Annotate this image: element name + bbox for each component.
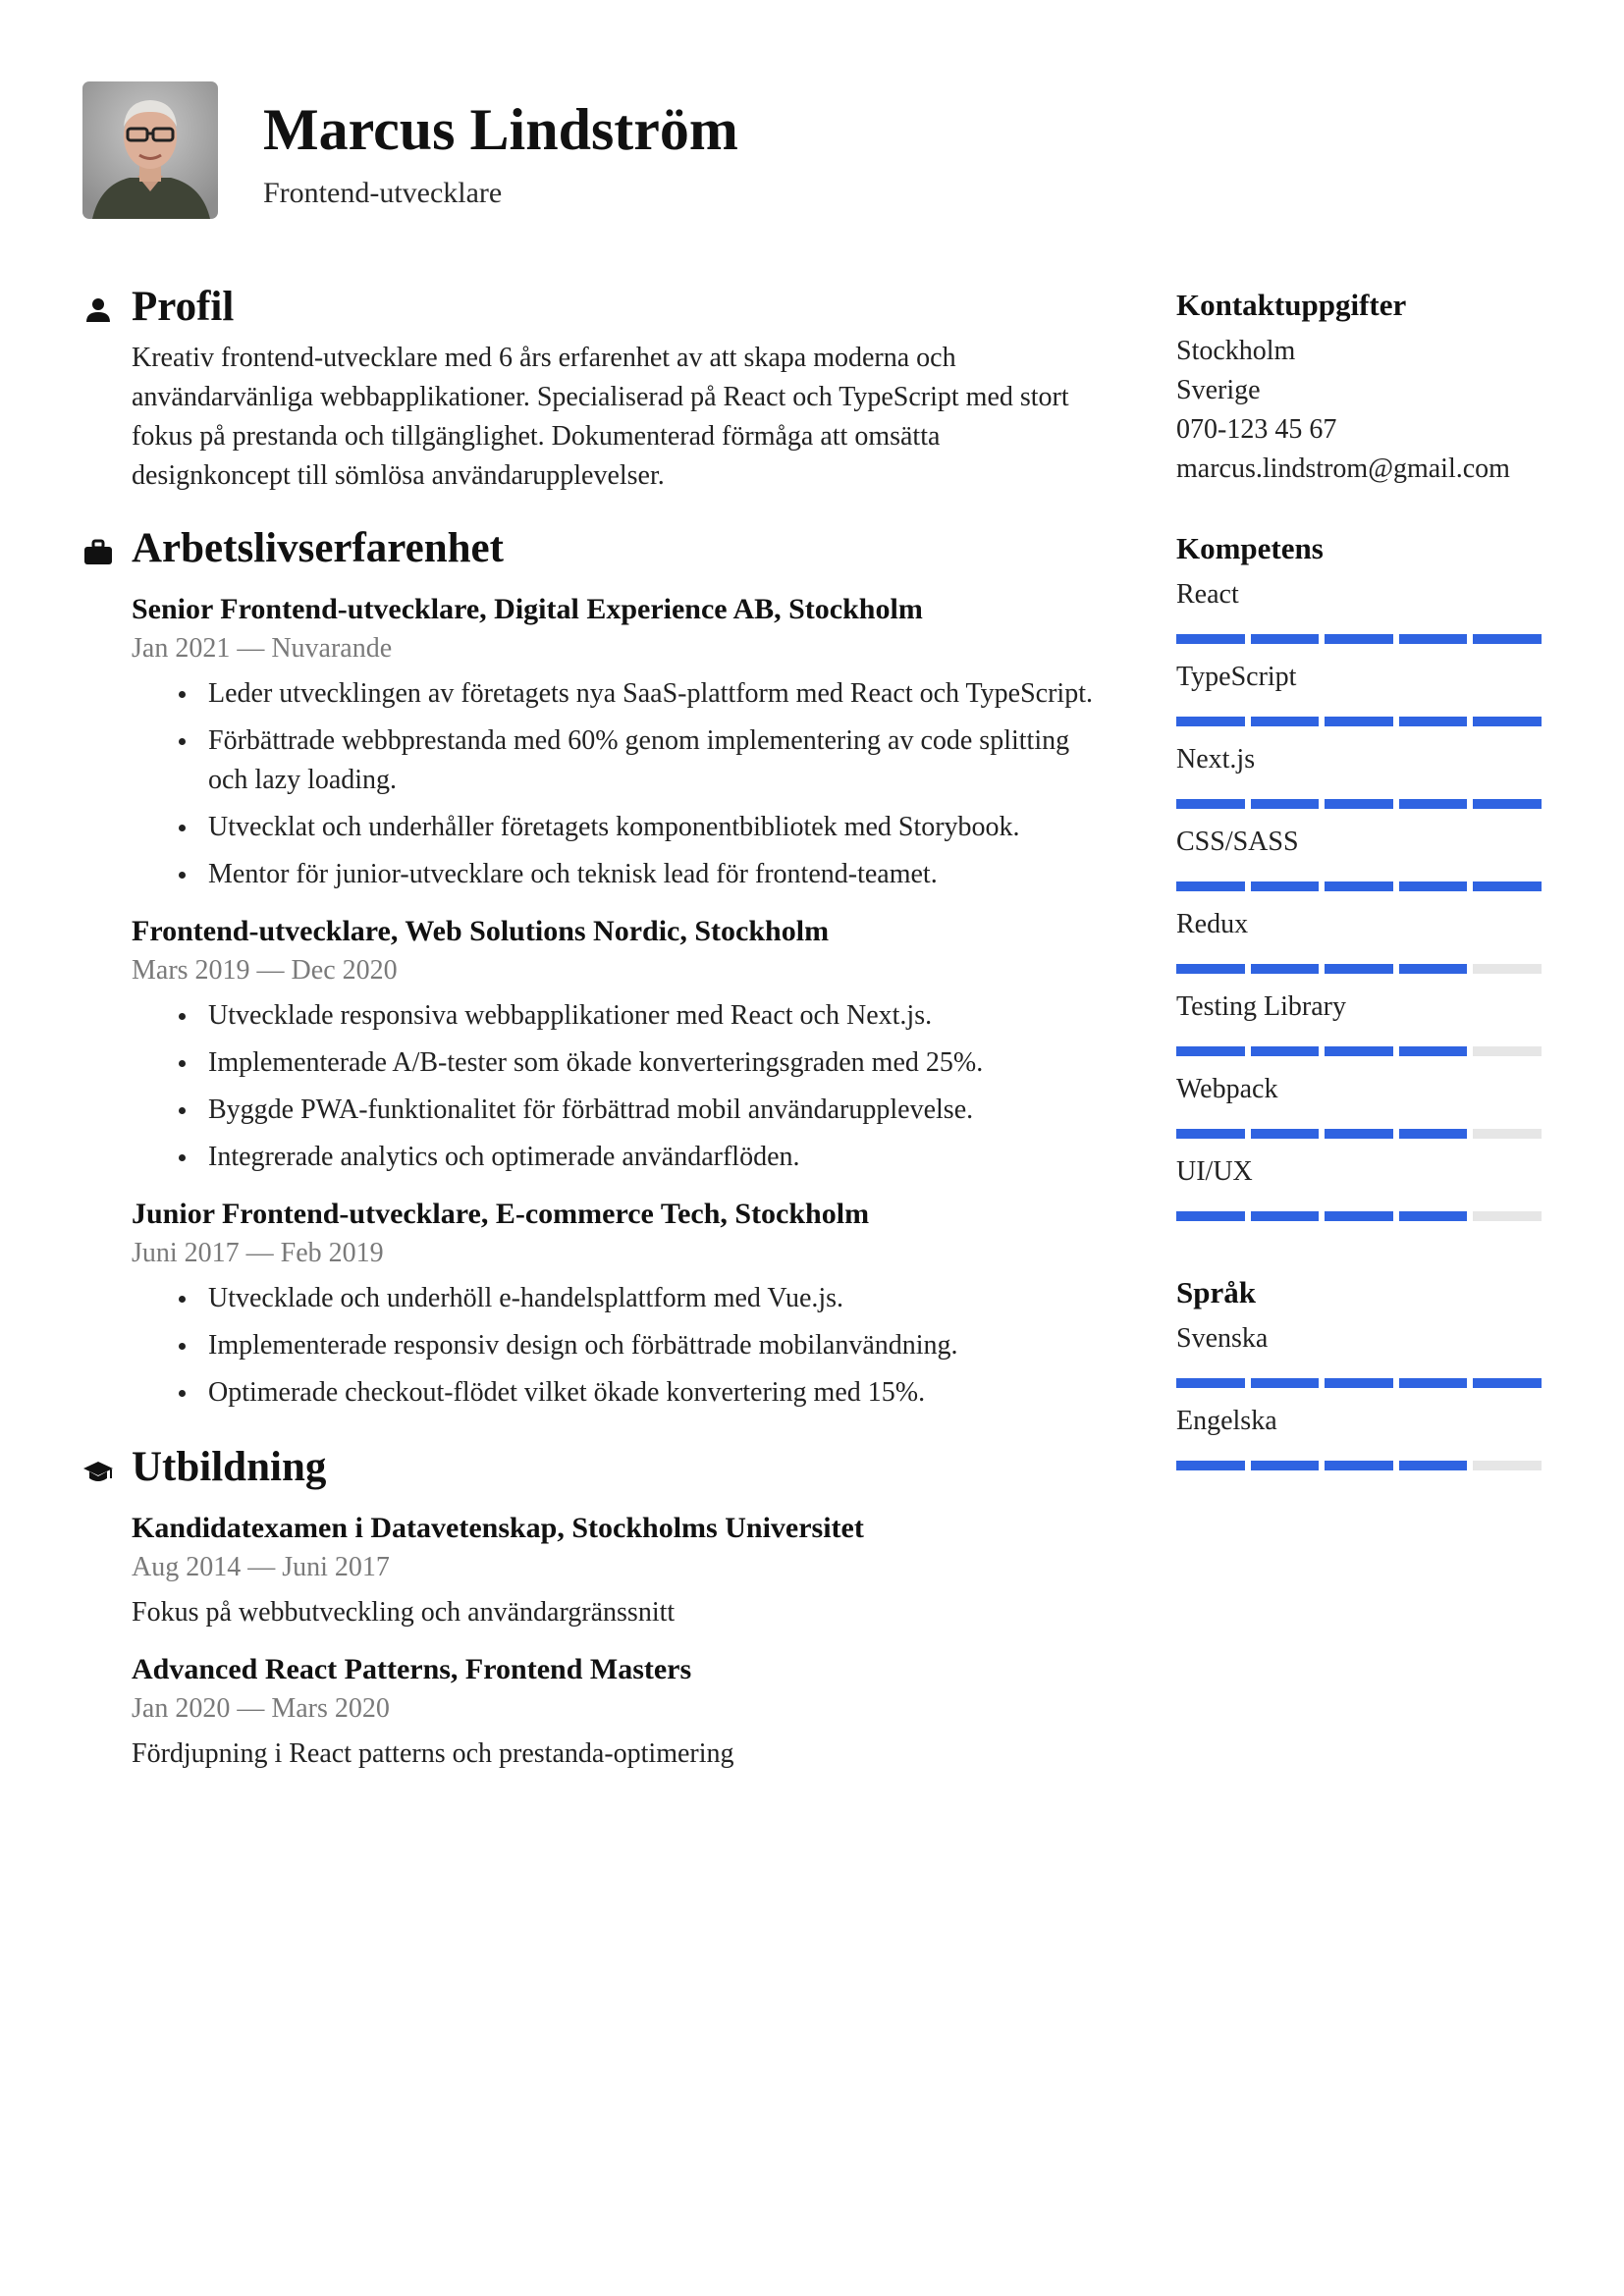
language-name: Svenska bbox=[1176, 1323, 1269, 1354]
skill-level-bar bbox=[1176, 1129, 1543, 1139]
level-segment-filled bbox=[1251, 1378, 1320, 1388]
skill-level-bar bbox=[1176, 634, 1543, 644]
graduation-cap-icon bbox=[82, 1456, 114, 1487]
contact-section bbox=[1176, 285, 1543, 489]
job-bullets bbox=[132, 674, 1123, 894]
level-segment-filled bbox=[1473, 634, 1542, 644]
skills-section bbox=[1176, 528, 1543, 1221]
skill-level-bar bbox=[1176, 1046, 1543, 1056]
level-segment-filled bbox=[1176, 1129, 1245, 1139]
level-segment-filled bbox=[1399, 881, 1468, 891]
education-dates: Aug 2014 — Juni 2017 bbox=[132, 1552, 390, 1582]
level-segment-filled bbox=[1251, 1046, 1320, 1056]
skill-name: Testing Library bbox=[1176, 991, 1346, 1022]
bullet-item: Byggde PWA-funktionalitet för förbättrad mobil användarupplevelse. bbox=[208, 1091, 1123, 1130]
section-title: Profil bbox=[132, 284, 235, 330]
bullet-item: Leder utvecklingen av företagets nya SaaS-plattform med React och TypeScript. bbox=[208, 674, 1123, 714]
candidate-name: Marcus Lindström bbox=[263, 97, 738, 162]
level-segment-filled bbox=[1251, 799, 1320, 809]
skill-item bbox=[1176, 740, 1543, 809]
skill-item bbox=[1176, 988, 1543, 1056]
contact-country: Sverige bbox=[1176, 375, 1261, 405]
level-segment-empty bbox=[1473, 1129, 1542, 1139]
skills-title: Kompetens bbox=[1176, 531, 1324, 565]
level-segment-empty bbox=[1473, 1211, 1542, 1221]
level-segment-filled bbox=[1176, 634, 1245, 644]
skill-item bbox=[1176, 905, 1543, 974]
profile-photo bbox=[82, 81, 218, 219]
level-segment-filled bbox=[1325, 1378, 1393, 1388]
contact-title: Kontaktuppgifter bbox=[1176, 288, 1407, 322]
job-entry bbox=[82, 1195, 1123, 1413]
language-level-bar bbox=[1176, 1378, 1543, 1388]
language-item bbox=[1176, 1319, 1543, 1388]
contact-city: Stockholm bbox=[1176, 336, 1296, 366]
level-segment-filled bbox=[1399, 1378, 1468, 1388]
level-segment-filled bbox=[1251, 1129, 1320, 1139]
skill-level-bar bbox=[1176, 1211, 1543, 1221]
level-segment-filled bbox=[1251, 964, 1320, 974]
level-segment-filled bbox=[1251, 1211, 1320, 1221]
education-entry bbox=[82, 1650, 1123, 1774]
job-title: Senior Frontend-utvecklare, Digital Experience AB, Stockholm bbox=[132, 593, 923, 625]
level-segment-filled bbox=[1251, 634, 1320, 644]
level-segment-empty bbox=[1473, 1461, 1542, 1470]
level-segment-filled bbox=[1176, 799, 1245, 809]
level-segment-filled bbox=[1176, 1378, 1245, 1388]
skill-name: Webpack bbox=[1176, 1074, 1278, 1104]
job-title: Frontend-utvecklare, Web Solutions Nordic, Stockholm bbox=[132, 915, 830, 947]
skill-name: Next.js bbox=[1176, 744, 1256, 774]
experience-header bbox=[82, 521, 1123, 580]
bullet-item: Mentor för junior-utvecklare och teknisk lead för frontend-teamet. bbox=[208, 855, 1123, 894]
profile-header bbox=[82, 280, 1123, 339]
contact-phone: 070-123 45 67 bbox=[1176, 414, 1337, 445]
education-description: Fördjupning i React patterns och prestanda-optimering bbox=[132, 1738, 734, 1769]
main-column bbox=[82, 280, 1123, 1791]
experience-section bbox=[82, 521, 1123, 1413]
job-bullets bbox=[132, 1279, 1123, 1413]
skill-name: CSS/SASS bbox=[1176, 827, 1299, 857]
avatar bbox=[82, 81, 218, 219]
skill-level-bar bbox=[1176, 799, 1543, 809]
contact-email: marcus.lindstrom@gmail.com bbox=[1176, 454, 1510, 484]
education-entry bbox=[82, 1509, 1123, 1632]
level-segment-filled bbox=[1176, 964, 1245, 974]
job-dates: Juni 2017 — Feb 2019 bbox=[132, 1238, 384, 1268]
skill-level-bar bbox=[1176, 717, 1543, 726]
level-segment-filled bbox=[1325, 634, 1393, 644]
job-dates: Mars 2019 — Dec 2020 bbox=[132, 955, 398, 986]
skills-list bbox=[1176, 575, 1543, 1221]
sidebar bbox=[1176, 285, 1543, 1484]
candidate-role: Frontend-utvecklare bbox=[263, 177, 503, 209]
level-segment-filled bbox=[1399, 964, 1468, 974]
section-title: Utbildning bbox=[132, 1444, 327, 1490]
bullet-item: Implementerade A/B-tester som ökade konverteringsgraden med 25%. bbox=[208, 1043, 1123, 1083]
level-segment-filled bbox=[1473, 1378, 1542, 1388]
skill-item bbox=[1176, 1152, 1543, 1221]
education-section bbox=[82, 1440, 1123, 1774]
bullet-item: Utvecklade och underhöll e-handelsplattform med Vue.js. bbox=[208, 1279, 1123, 1318]
level-segment-filled bbox=[1473, 717, 1542, 726]
level-segment-filled bbox=[1325, 1129, 1393, 1139]
skill-name: React bbox=[1176, 579, 1239, 610]
bullet-item: Utvecklat och underhåller företagets komponentbibliotek med Storybook. bbox=[208, 808, 1123, 847]
level-segment-filled bbox=[1325, 799, 1393, 809]
language-item bbox=[1176, 1402, 1543, 1470]
section-title: Arbetslivserfarenhet bbox=[132, 525, 504, 571]
languages-title: Språk bbox=[1176, 1275, 1256, 1309]
level-segment-filled bbox=[1399, 1129, 1468, 1139]
level-segment-filled bbox=[1251, 1461, 1320, 1470]
job-entry bbox=[82, 912, 1123, 1177]
level-segment-filled bbox=[1325, 1046, 1393, 1056]
level-segment-filled bbox=[1251, 881, 1320, 891]
level-segment-filled bbox=[1325, 1461, 1393, 1470]
skill-item bbox=[1176, 575, 1543, 644]
skill-level-bar bbox=[1176, 964, 1543, 974]
job-entry bbox=[82, 590, 1123, 894]
skill-level-bar bbox=[1176, 881, 1543, 891]
level-segment-filled bbox=[1176, 1211, 1245, 1221]
level-segment-filled bbox=[1176, 717, 1245, 726]
skill-item bbox=[1176, 823, 1543, 891]
level-segment-filled bbox=[1399, 1046, 1468, 1056]
language-name: Engelska bbox=[1176, 1406, 1277, 1436]
job-dates: Jan 2021 — Nuvarande bbox=[132, 633, 393, 664]
profile-summary: Kreativ frontend-utvecklare med 6 års erfarenhet av att skapa moderna och användarvänliga webbapplikationer. Specialiserad på React och TypeScript med stort fokus på prestanda och tillgänglighet. Dokumenterad förmåga att omsätta designkoncept till sömlösa användarupplevelser. bbox=[132, 343, 1069, 491]
level-segment-filled bbox=[1325, 964, 1393, 974]
level-segment-filled bbox=[1325, 1211, 1393, 1221]
level-segment-filled bbox=[1325, 717, 1393, 726]
level-segment-filled bbox=[1176, 1046, 1245, 1056]
job-title: Junior Frontend-utvecklare, E-commerce Tech, Stockholm bbox=[132, 1198, 870, 1230]
education-dates: Jan 2020 — Mars 2020 bbox=[132, 1693, 390, 1724]
level-segment-filled bbox=[1473, 799, 1542, 809]
level-segment-filled bbox=[1325, 881, 1393, 891]
job-bullets bbox=[132, 996, 1123, 1177]
level-segment-filled bbox=[1176, 881, 1245, 891]
level-segment-filled bbox=[1176, 1461, 1245, 1470]
bullet-item: Utvecklade responsiva webbapplikationer med React och Next.js. bbox=[208, 996, 1123, 1036]
languages-section bbox=[1176, 1272, 1543, 1470]
bullet-item: Förbättrade webbprestanda med 60% genom implementering av code splitting och lazy loading. bbox=[208, 721, 1111, 800]
level-segment-empty bbox=[1473, 1046, 1542, 1056]
level-segment-filled bbox=[1399, 1211, 1468, 1221]
bullet-item: Implementerade responsiv design och förbättrade mobilanvändning. bbox=[208, 1326, 1123, 1365]
person-icon bbox=[82, 295, 114, 327]
skill-name: Redux bbox=[1176, 909, 1249, 939]
level-segment-filled bbox=[1399, 1461, 1468, 1470]
level-segment-empty bbox=[1473, 964, 1542, 974]
bullet-item: Integrerade analytics och optimerade användarflöden. bbox=[208, 1138, 1123, 1177]
education-description: Fokus på webbutveckling och användargränssnitt bbox=[132, 1597, 676, 1628]
bullet-item: Optimerade checkout-flödet vilket ökade konvertering med 15%. bbox=[208, 1373, 1123, 1413]
briefcase-icon bbox=[82, 537, 114, 568]
skill-item bbox=[1176, 1070, 1543, 1139]
level-segment-filled bbox=[1399, 717, 1468, 726]
skill-name: TypeScript bbox=[1176, 662, 1297, 692]
language-level-bar bbox=[1176, 1461, 1543, 1470]
profile-section bbox=[82, 280, 1123, 496]
skill-item bbox=[1176, 658, 1543, 726]
skill-name: UI/UX bbox=[1176, 1156, 1253, 1187]
level-segment-filled bbox=[1473, 881, 1542, 891]
education-title: Kandidatexamen i Datavetenskap, Stockholms Universitet bbox=[132, 1512, 864, 1544]
education-title: Advanced React Patterns, Frontend Masters bbox=[132, 1653, 692, 1685]
level-segment-filled bbox=[1251, 717, 1320, 726]
level-segment-filled bbox=[1399, 799, 1468, 809]
languages-list bbox=[1176, 1319, 1543, 1470]
education-header bbox=[82, 1440, 1123, 1499]
level-segment-filled bbox=[1399, 634, 1468, 644]
